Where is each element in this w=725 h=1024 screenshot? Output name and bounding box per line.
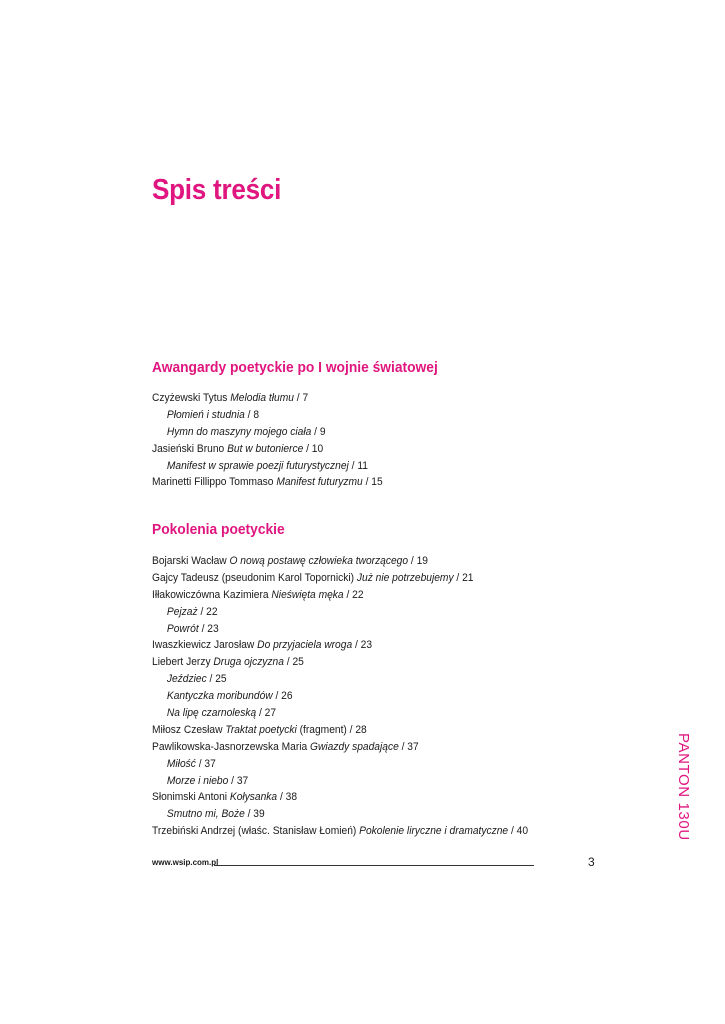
toc-entry-author: Czyżewski Tytus	[152, 392, 231, 404]
toc-entry-author: Liebert Jerzy	[152, 656, 214, 669]
toc-entry-page: / 19	[408, 555, 428, 567]
toc-entry-page: / 11	[348, 459, 368, 472]
section-heading-awangardy: Awangardy poetyckie po I wojnie światowej	[152, 359, 438, 376]
toc-entry	[152, 474, 383, 491]
toc-entry-page: / 27	[256, 707, 277, 720]
toc-entry-title: Nieświęta męka	[271, 588, 344, 601]
toc-entry	[152, 705, 528, 722]
toc-entry	[152, 789, 528, 806]
toc-list-pokolenia	[152, 553, 556, 840]
toc-entry-title: Pejzaż	[166, 605, 198, 618]
toc-entry	[152, 424, 383, 441]
toc-entry	[152, 390, 383, 407]
section-heading-pokolenia: Pokolenia poetyckie	[152, 521, 285, 538]
toc-entry-title: Już nie potrzebujemy	[356, 571, 454, 584]
toc-entry-page: / 10	[303, 442, 324, 455]
toc-entry-title: Płomień i studnia	[166, 408, 245, 421]
toc-entry-title: Gwiazdy spadające	[310, 740, 399, 753]
toc-entry	[152, 654, 528, 671]
page-number: 3	[588, 855, 595, 869]
toc-entry-title: But w butonierce	[227, 442, 304, 455]
toc-entry	[152, 587, 528, 604]
toc-entry-page: / 40	[508, 825, 529, 838]
toc-entry-page: / 26	[272, 690, 293, 703]
toc-entry-title: Miłość	[166, 757, 196, 770]
toc-entry-title: Do przyjaciela wroga	[257, 639, 353, 652]
toc-entry-title: Manifest futuryzmu	[276, 476, 363, 489]
toc-entry-page: / 8	[244, 408, 260, 421]
side-label: PANTON 130U	[675, 733, 692, 841]
toc-entry-title: Na lipę czarnoleską	[166, 707, 257, 720]
toc-entry-page: / 9	[311, 425, 326, 438]
toc-entry-author: Miłosz Czesław	[152, 723, 226, 736]
toc-entry-title: Druga ojczyzna	[213, 656, 284, 669]
toc-entry-page: / 23	[352, 639, 373, 652]
toc-entry	[152, 756, 528, 773]
toc-entry-author: Iwaszkiewicz Jarosław	[152, 639, 258, 652]
toc-entry-author: Pawlikowska-Jasnorzewska Maria	[152, 740, 311, 753]
toc-entry	[152, 604, 528, 621]
toc-entry-title: Smutno mi, Boże	[166, 808, 245, 821]
toc-list-awangardy	[152, 390, 400, 491]
toc-entry	[152, 458, 383, 475]
toc-entry-author: Trzebiński Andrzej (właśc. Stanisław Łomień)	[152, 825, 360, 838]
toc-entry-page: / 23	[198, 622, 219, 635]
toc-entry	[152, 441, 383, 458]
toc-entry	[152, 823, 528, 840]
toc-entry-page: / 25	[206, 673, 227, 686]
toc-entry	[152, 739, 528, 756]
toc-entry-page: / 37	[228, 774, 249, 787]
toc-entry-author: Bojarski Wacław	[152, 555, 230, 567]
toc-entry-page: / 7	[293, 392, 309, 404]
toc-entry-title: Jeździec	[166, 673, 207, 686]
toc-entry	[152, 671, 528, 688]
toc-entry-title: Powrót	[166, 622, 199, 635]
toc-entry	[152, 553, 528, 570]
toc-entry-author: Jasieński Bruno	[152, 442, 228, 455]
toc-entry-author: Gajcy Tadeusz (pseudonim Karol Topornicki)	[152, 571, 357, 584]
toc-entry-page: (fragment) / 28	[296, 723, 367, 736]
toc-entry-title: Melodia tłumu	[230, 392, 294, 404]
toc-entry-page: / 38	[277, 791, 298, 804]
toc-entry	[152, 621, 528, 638]
toc-entry-title: Kantyczka moribundów	[166, 690, 273, 703]
toc-entry	[152, 688, 528, 705]
toc-entry-page: / 37	[398, 740, 419, 753]
toc-entry-title: Kołysanka	[229, 791, 278, 804]
footer-url: www.wsip.com.pl	[152, 858, 219, 867]
toc-entry-page: / 22	[197, 605, 218, 618]
toc-entry	[152, 637, 528, 654]
toc-entry	[152, 773, 528, 790]
toc-entry	[152, 722, 528, 739]
toc-entry	[152, 806, 528, 823]
toc-entry-title: Manifest w sprawie poezji futurystycznej	[166, 459, 349, 472]
footer-rule	[214, 865, 534, 866]
page-title: Spis treści	[152, 174, 282, 206]
toc-entry-title: Traktat poetycki	[225, 723, 297, 736]
toc-entry-page: / 25	[283, 656, 304, 669]
toc-entry-author: Iłłakowiczówna Kazimiera	[152, 588, 272, 601]
toc-entry-page: / 39	[244, 808, 265, 821]
toc-entry	[152, 407, 383, 424]
toc-entry-page: / 21	[453, 571, 474, 584]
toc-entry-page: / 22	[343, 588, 364, 601]
toc-entry-title: Pokolenie liryczne i dramatyczne	[359, 825, 509, 838]
toc-entry-page: / 37	[195, 757, 216, 770]
toc-entry-title: Morze i niebo	[166, 774, 229, 787]
toc-entry-author: Marinetti Fillippo Tommaso	[152, 476, 277, 489]
toc-entry-page: / 15	[362, 476, 383, 489]
toc-entry	[152, 570, 528, 587]
toc-entry-author: Słonimski Antoni	[152, 791, 230, 804]
toc-entry-title: Hymn do maszyny mojego ciała	[166, 425, 312, 438]
toc-entry-title: O nową postawę człowieka tworzącego	[229, 555, 409, 567]
